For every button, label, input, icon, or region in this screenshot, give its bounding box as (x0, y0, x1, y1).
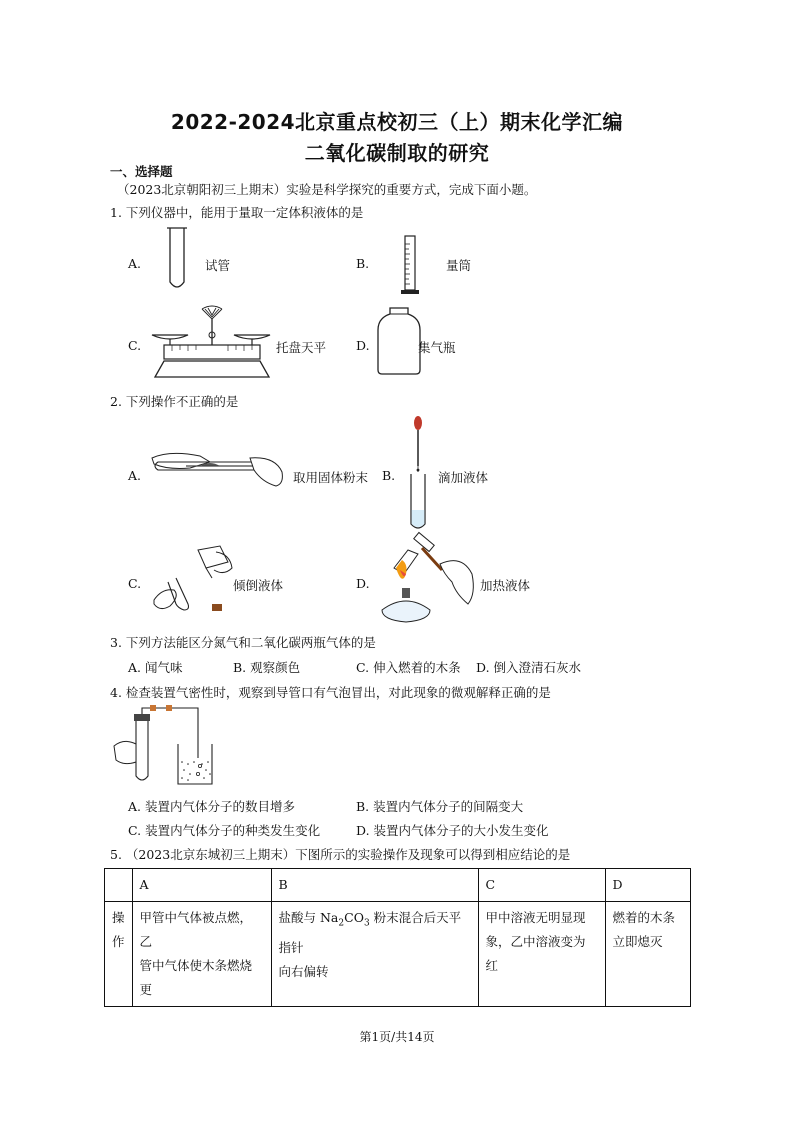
table-cell-d (605, 902, 690, 1007)
q2-option-d-letter: D. (356, 576, 370, 591)
cell-text: 粉末混合后天平指针 (278, 910, 462, 955)
q1-option-d-text: 集气瓶 (418, 340, 456, 355)
row-label-cell (105, 902, 133, 1007)
test-tube-icon (166, 226, 188, 292)
table-row (105, 902, 691, 1007)
question-1-stem: 1. 下列仪器中，能用于量取一定体积液体的是 (110, 205, 364, 220)
row-label-line: 操 (112, 910, 125, 925)
q3-option-a: A. 闻气味 (128, 660, 183, 675)
table-header-cell (105, 869, 133, 902)
q2-option-b-letter: B. (382, 468, 396, 483)
cell-text: 盐酸与 Na (278, 910, 339, 925)
question-4-stem: 4. 检查装置气密性时，观察到导管口有气泡冒出，对此现象的微观解释正确的是 (110, 685, 551, 700)
q1-option-a-text: 试管 (205, 258, 231, 273)
table-header-cell: D (605, 869, 690, 902)
question-2-stem: 2. 下列操作不正确的是 (110, 394, 239, 409)
heating-liquid-icon (372, 534, 478, 626)
q4-option-c: C. 装置内气体分子的种类发生变化 (128, 823, 321, 838)
q1-option-d-letter: D. (356, 338, 370, 353)
dropper-and-tube-icon (406, 414, 430, 532)
q1-option-c-letter: C. (128, 338, 142, 353)
table-cell-c (478, 902, 605, 1007)
cell-line: 立即熄灭 (612, 934, 663, 949)
cell-text: CO (344, 910, 364, 925)
page-number: 第1页/共14页 (359, 1030, 435, 1044)
cell-line: 向右偏转 (278, 963, 329, 979)
cell-line: 甲管中气体被点燃，乙 (139, 910, 253, 949)
q4-option-b: B. 装置内气体分子的间隔变大 (356, 799, 524, 814)
q2-option-c-text: 倾倒液体 (233, 578, 284, 593)
cell-line: 燃着的木条 (612, 910, 676, 925)
pouring-liquid-icon (150, 544, 234, 614)
cell-line (279, 906, 471, 960)
q2-option-a-text: 取用固体粉末 (293, 470, 369, 485)
q3-option-d: D. 倒入澄清石灰水 (476, 660, 582, 675)
table-header-cell: B (271, 869, 478, 902)
q2-option-d-text: 加热液体 (480, 578, 531, 593)
section-intro: （2023北京朝阳初三上期末）实验是科学探究的重要方式，完成下面小题。 (117, 182, 537, 197)
q4-option-d: D. 装置内气体分子的大小发生变化 (356, 823, 549, 838)
table-header-cell: A (132, 869, 271, 902)
q1-option-c-text: 托盘天平 (276, 340, 327, 355)
gas-collecting-bottle-icon (376, 306, 422, 376)
cell-line: 象，乙中溶液变为红 (485, 934, 586, 973)
q1-option-b-letter: B. (356, 256, 370, 271)
q4-option-a: A. 装置内气体分子的数目增多 (128, 799, 295, 814)
graduated-cylinder-icon (398, 234, 422, 298)
cell-line: 甲中溶液无明显现 (485, 910, 586, 925)
q2-option-b-text: 滴加液体 (438, 470, 489, 485)
table-cell-a (132, 902, 271, 1007)
q3-option-b: B. 观察颜色 (233, 660, 301, 675)
q2-option-c-letter: C. (128, 576, 142, 591)
airtightness-apparatus-icon (110, 704, 214, 788)
question-5-stem: 5. （2023北京东城初三上期末）下图所示的实验操作及现象可以得到相应结论的是 (110, 847, 571, 862)
balance-scale-icon (150, 305, 275, 383)
subscript: 3 (363, 918, 370, 929)
q1-option-b-text: 量筒 (446, 258, 472, 273)
table-cell-b (271, 902, 478, 1007)
question-3-stem: 3. 下列方法能区分氮气和二氧化碳两瓶气体的是 (110, 635, 376, 650)
row-label-line: 作 (112, 934, 125, 949)
q2-option-a-letter: A. (128, 468, 142, 483)
subscript: 2 (338, 918, 345, 929)
page-title: 2022-2024北京重点校初三（上）期末化学汇编 (170, 110, 624, 134)
page-subtitle: 二氧化碳制取的研究 (304, 141, 490, 165)
cell-line: 管中气体使木条燃烧更 (139, 958, 253, 997)
section-heading: 一、选择题 (110, 164, 173, 179)
q3-option-c: C. 伸入燃着的木条 (356, 660, 461, 675)
table-header-cell: C (478, 869, 605, 902)
q5-table (104, 868, 691, 1007)
powder-in-tube-icon (150, 448, 290, 494)
table-header-row (105, 869, 691, 902)
q1-option-a-letter: A. (128, 256, 142, 271)
